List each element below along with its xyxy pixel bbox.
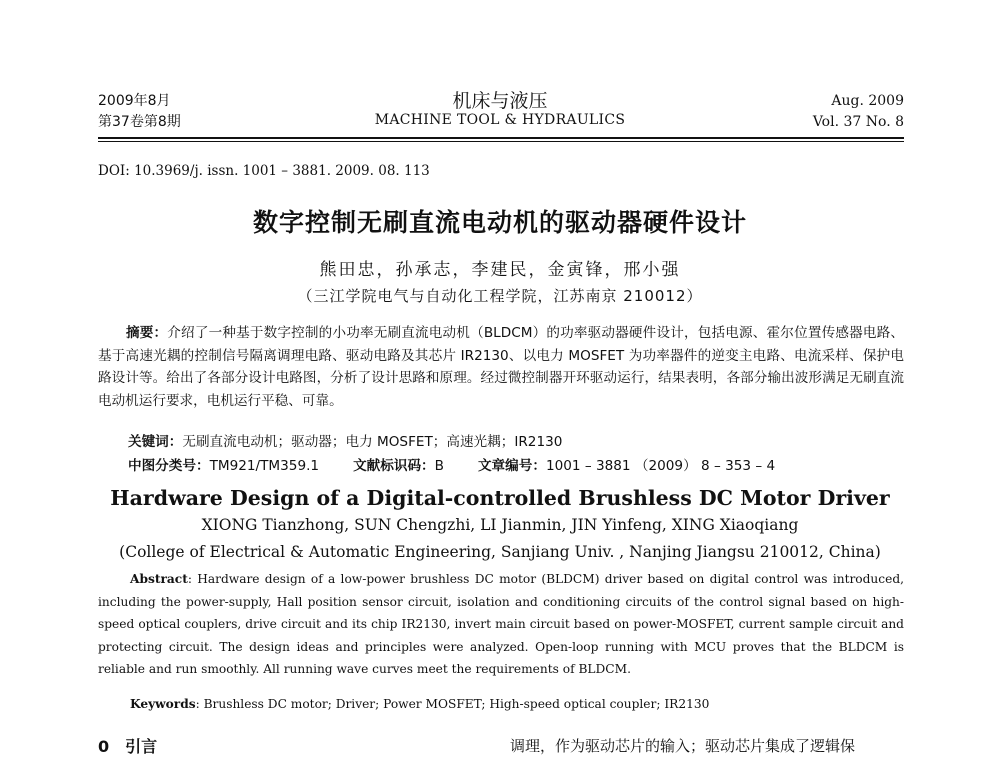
keywords-cn-label: 关键词： — [128, 434, 183, 450]
header-rule-top — [98, 137, 904, 139]
article-no-label: 文章编号： — [477, 458, 546, 474]
keywords-en — [130, 697, 709, 711]
doc-code-value: B — [434, 458, 444, 474]
header-date-right: Aug. 2009 — [831, 93, 904, 109]
abstract-en — [98, 568, 904, 681]
affiliation-cn: （三江学院电气与自动化工程学院，江苏南京 210012） — [297, 287, 703, 305]
header-issue-right: Vol. 37 No. 8 — [812, 114, 904, 130]
classification — [128, 454, 775, 474]
doi: DOI: 10.3969/j. issn. 1001 – 3881. 2009. 08. 113 — [98, 163, 430, 179]
keywords-cn — [128, 430, 562, 450]
title-cn: 数字控制无刷直流电动机的驱动器硬件设计 — [252, 208, 747, 237]
abstract-cn-text: 介绍了一种基于数字控制的小功率无刷直流电动机（BLDCM）的功率驱动器硬件设计，包括电源、霍尔位置传感器电路、基于高速光耦的控制信号隔离调理电路、驱动电路及其芯片 IR2130、以电力 MOSFET 为功率器件的逆变主电路、电流采样、保护电路设计等。给出了各部分设计电路图，分析了设计思路和原理。经过微控制器开环驱动运行，结果表明，各部分输出波形满足无刷直流电动机运行要求，电机运行平稳、可靠。 — [98, 325, 904, 409]
abstract-cn-label: 摘要： — [126, 325, 168, 341]
title-en: Hardware Design of a Digital-controlled Brushless DC Motor Driver — [110, 486, 890, 510]
section-heading-intro: 0 引言 — [98, 737, 158, 756]
body-text-snippet: 调理，作为驱动芯片的输入；驱动芯片集成了逻辑保 — [510, 737, 856, 755]
keywords-cn-text: 无刷直流电动机；驱动器；电力 MOSFET；高速光耦；IR2130 — [182, 434, 563, 450]
keywords-en-label: Keywords — [130, 697, 196, 711]
abstract-en-label: Abstract — [130, 572, 188, 586]
abstract-en-text: : Hardware design of a low-power brushless DC motor (BLDCM) driver based on digital control was introduced, including the power-supply, Hall position sensor circuit, isolation and conditioning circuits of the control signal based on high-speed optical couplers, drive circuit and its chip IR2130, invert main circuit based on power-MOSFET, current sample circuit and protecting circuit. The design ideas and principles were analyzed. Open-loop running with MCU proves that the BLDCM is reliable and run smoothly. All running wave curves meet the requirements of BLDCM. — [98, 572, 904, 677]
affiliation-en: (College of Electrical & Automatic Engineering, Sanjiang Univ. , Nanjing Jiangsu 210012, China) — [119, 543, 881, 561]
doc-code-label: 文献标识码： — [353, 458, 435, 474]
abstract-cn — [98, 322, 904, 412]
keywords-en-text: : Brushless DC motor; Driver; Power MOSFET; High-speed optical coupler; IR2130 — [195, 697, 710, 711]
article-no-value: 1001 – 3881 （2009） 8 – 353 – 4 — [545, 458, 776, 474]
journal-title-cn: 机床与液压 — [452, 90, 548, 112]
authors-cn: 熊田忠，孙承志，李建民，金寅锋，邢小强 — [319, 260, 681, 280]
journal-title-en: MACHINE TOOL & HYDRAULICS — [374, 112, 626, 128]
header-issue-left: 第37卷第8期 — [98, 114, 181, 130]
clc-label: 中图分类号： — [128, 458, 210, 474]
authors-en: XIONG Tianzhong, SUN Chengzhi, LI Jianmin, JIN Yinfeng, XING Xiaoqiang — [201, 516, 799, 534]
header-rule-bottom — [98, 141, 904, 142]
header-date-left: 2009年8月 — [98, 93, 171, 109]
clc-value: TM921/TM359.1 — [209, 458, 320, 474]
